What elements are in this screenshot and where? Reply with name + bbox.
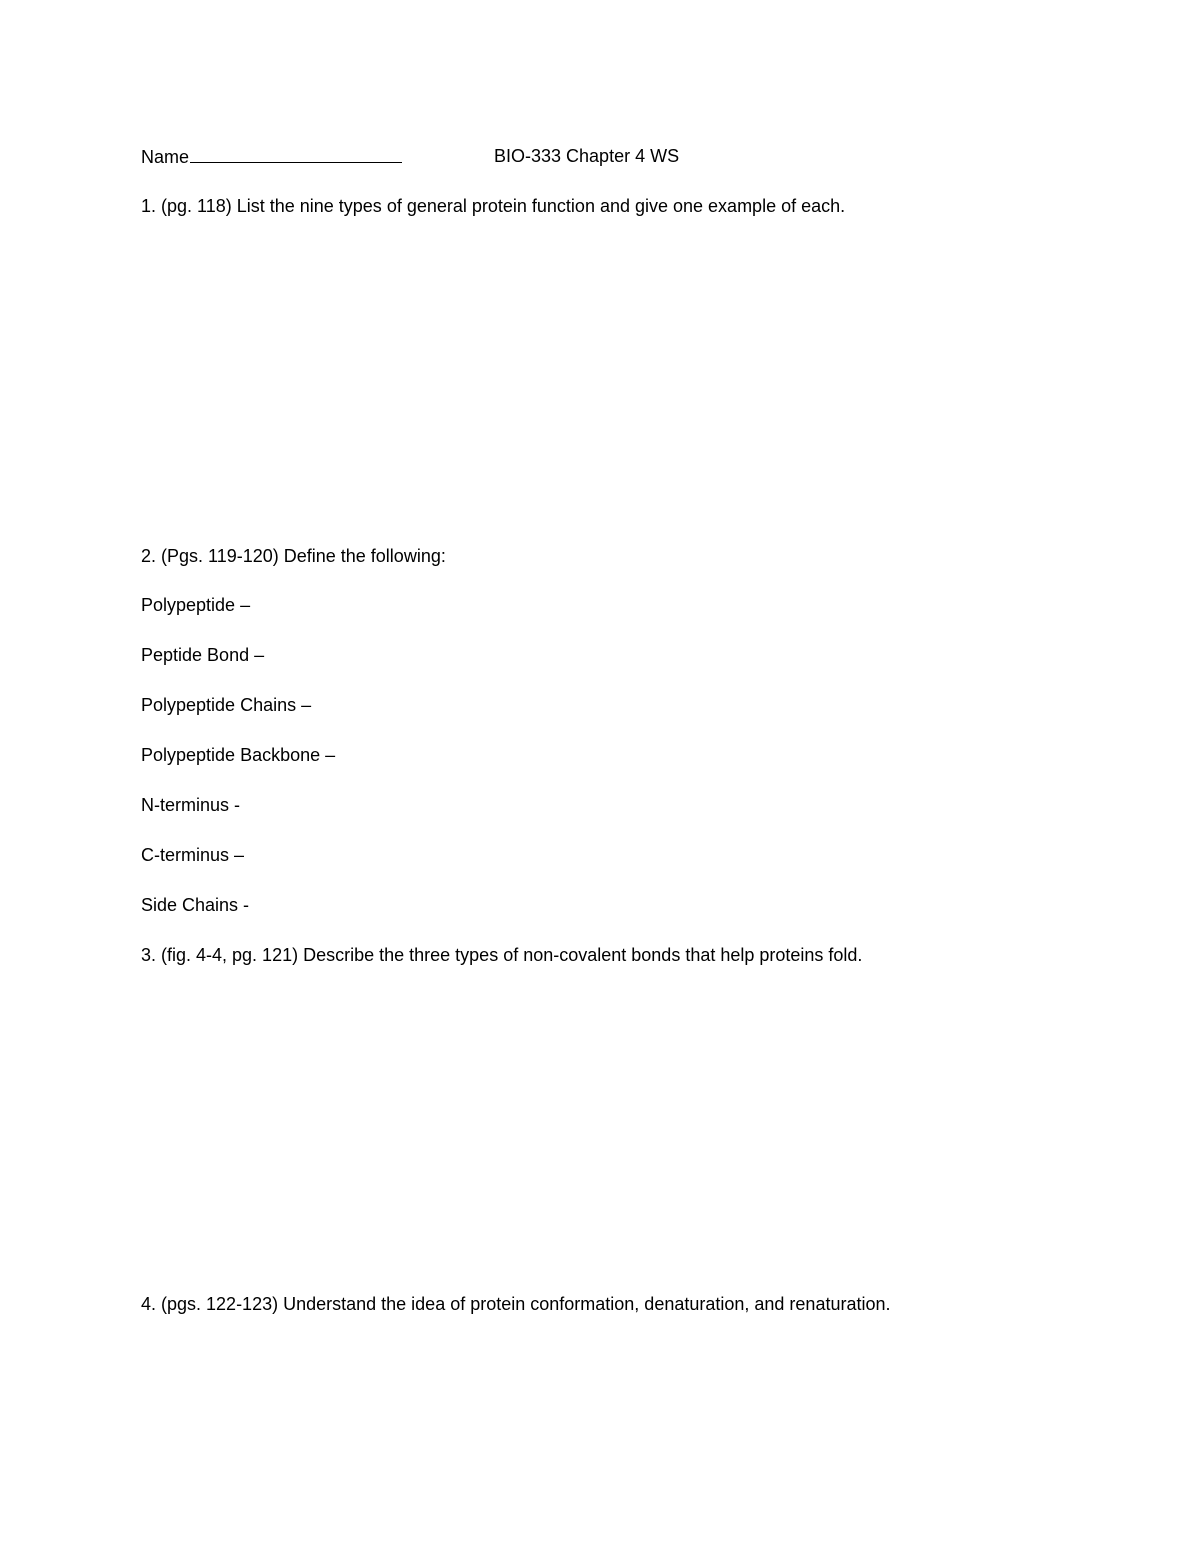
term-peptide-bond: Peptide Bond –: [141, 645, 265, 665]
worksheet-title: BIO-333 Chapter 4 WS: [494, 146, 680, 166]
term-polypeptide-chains: Polypeptide Chains –: [141, 695, 312, 715]
question-2: 2. (Pgs. 119-120) Define the following:: [141, 546, 446, 566]
term-n-terminus: N-terminus -: [141, 795, 241, 815]
question-1: 1. (pg. 118) List the nine types of general protein function and give one example of each.: [141, 196, 846, 216]
term-c-terminus: C-terminus –: [141, 845, 245, 865]
term-polypeptide: Polypeptide –: [141, 595, 251, 615]
question-3: 3. (fig. 4-4, pg. 121) Describe the three types of non-covalent bonds that help proteins fold.: [141, 945, 863, 965]
name-blank-line: [190, 145, 402, 163]
question-4: 4. (pgs. 122-123) Understand the idea of protein conformation, denaturation, and renaturation.: [141, 1294, 891, 1314]
name-label: Name: [141, 147, 190, 167]
term-side-chains: Side Chains -: [141, 895, 250, 915]
name-line: [141, 145, 402, 168]
term-polypeptide-backbone: Polypeptide Backbone –: [141, 745, 336, 765]
